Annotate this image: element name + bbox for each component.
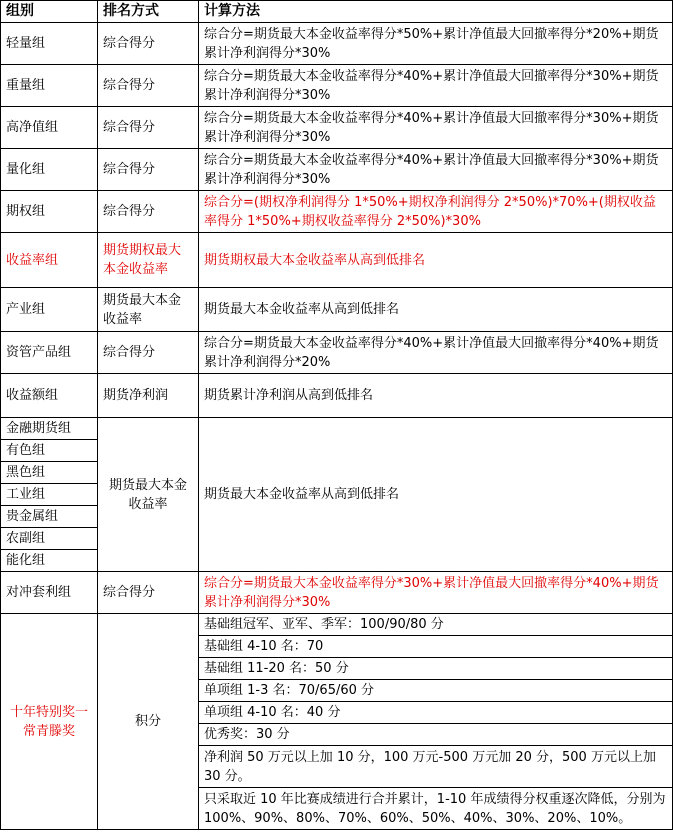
group-cell: 产业组 [1, 288, 98, 332]
group-cell: 农副组 [1, 528, 98, 550]
calc-cell: 期货最大本金收益率从高到低排名 [199, 418, 673, 572]
header-method: 排名方式 [98, 1, 199, 23]
group-cell: 有色组 [1, 440, 98, 462]
calc-cell: 综合分=(期权净利润得分 1*50%+期权净利润得分 2*50%)*70%+(期权收益率得分 1*50%+期权收益率得分 2*50%)*30% [199, 191, 673, 233]
table-row [1, 288, 673, 332]
calc-cell: 基础组 4-10 名：70 [199, 636, 673, 658]
calc-cell: 综合分=期货最大本金收益率得分*50%+累计净值最大回撤率得分*20%+期货累计净利润得分*30% [199, 23, 673, 65]
calc-cell: 单项组 4-10 名：40 分 [199, 702, 673, 724]
table-row [1, 149, 673, 191]
calc-cell: 只采取近 10 年比赛成绩进行合并累计，1-10 年成绩得分权重逐次降低，分别为 100%、90%、80%、70%、60%、50%、40%、30%、20%、10%。 [199, 788, 673, 830]
method-cell: 综合得分 [98, 149, 199, 191]
calc-cell: 优秀奖：30 分 [199, 724, 673, 746]
calc-cell: 综合分=期货最大本金收益率得分*30%+累计净值最大回撤率得分*40%+期货累计净利润得分*30% [199, 572, 673, 614]
header-calc: 计算方法 [199, 1, 673, 23]
group-cell: 重量组 [1, 65, 98, 107]
method-cell: 期货期权最大本金收益率 [98, 233, 199, 288]
group-cell: 工业组 [1, 484, 98, 506]
group-cell: 收益额组 [1, 374, 98, 418]
calc-cell: 基础组 11-20 名：50 分 [199, 658, 673, 680]
method-cell: 期货最大本金收益率 [98, 418, 199, 572]
table-row [1, 572, 673, 614]
table-row [1, 107, 673, 149]
table-row [1, 418, 673, 440]
calc-cell: 综合分=期货最大本金收益率得分*40%+累计净值最大回撤率得分*30%+期货累计净利润得分*30% [199, 107, 673, 149]
table-row [1, 614, 673, 636]
method-cell: 综合得分 [98, 332, 199, 374]
method-cell: 积分 [98, 614, 199, 830]
method-cell: 综合得分 [98, 107, 199, 149]
method-cell: 期货净利润 [98, 374, 199, 418]
group-cell: 轻量组 [1, 23, 98, 65]
table-row [1, 191, 673, 233]
method-cell: 综合得分 [98, 23, 199, 65]
method-cell: 综合得分 [98, 65, 199, 107]
method-cell: 综合得分 [98, 191, 199, 233]
method-cell: 期货最大本金收益率 [98, 288, 199, 332]
group-cell: 黑色组 [1, 462, 98, 484]
table-row [1, 65, 673, 107]
header-group: 组别 [1, 1, 98, 23]
calc-cell: 综合分=期货最大本金收益率得分*40%+累计净值最大回撤率得分*30%+期货累计净利润得分*30% [199, 149, 673, 191]
calc-cell: 净利润 50 万元以上加 10 分，100 万元-500 万元加 20 分，500 万元以上加 30 分。 [199, 746, 673, 788]
group-cell: 资管产品组 [1, 332, 98, 374]
calc-cell: 综合分=期货最大本金收益率得分*40%+累计净值最大回撤率得分*30%+期货累计净利润得分*30% [199, 65, 673, 107]
group-cell: 对冲套利组 [1, 572, 98, 614]
calc-cell: 期货最大本金收益率从高到低排名 [199, 288, 673, 332]
table-row [1, 332, 673, 374]
table-row [1, 233, 673, 288]
special-award-cell: 十年特别奖一常青滕奖 [1, 614, 98, 830]
group-cell: 能化组 [1, 550, 98, 572]
calc-cell: 综合分=期货最大本金收益率得分*40%+累计净值最大回撤率得分*40%+期货累计净利润得分*20% [199, 332, 673, 374]
calc-cell: 期货累计净利润从高到低排名 [199, 374, 673, 418]
group-cell: 金融期货组 [1, 418, 98, 440]
group-cell: 期权组 [1, 191, 98, 233]
group-cell: 收益率组 [1, 233, 98, 288]
method-cell: 综合得分 [98, 572, 199, 614]
header-row [1, 1, 673, 23]
calc-cell: 期货期权最大本金收益率从高到低排名 [199, 233, 673, 288]
group-cell: 贵金属组 [1, 506, 98, 528]
calc-cell: 单项组 1-3 名：70/65/60 分 [199, 680, 673, 702]
table-row [1, 23, 673, 65]
table-row [1, 374, 673, 418]
group-cell: 高净值组 [1, 107, 98, 149]
group-cell: 量化组 [1, 149, 98, 191]
calc-cell: 基础组冠军、亚军、季军：100/90/80 分 [199, 614, 673, 636]
